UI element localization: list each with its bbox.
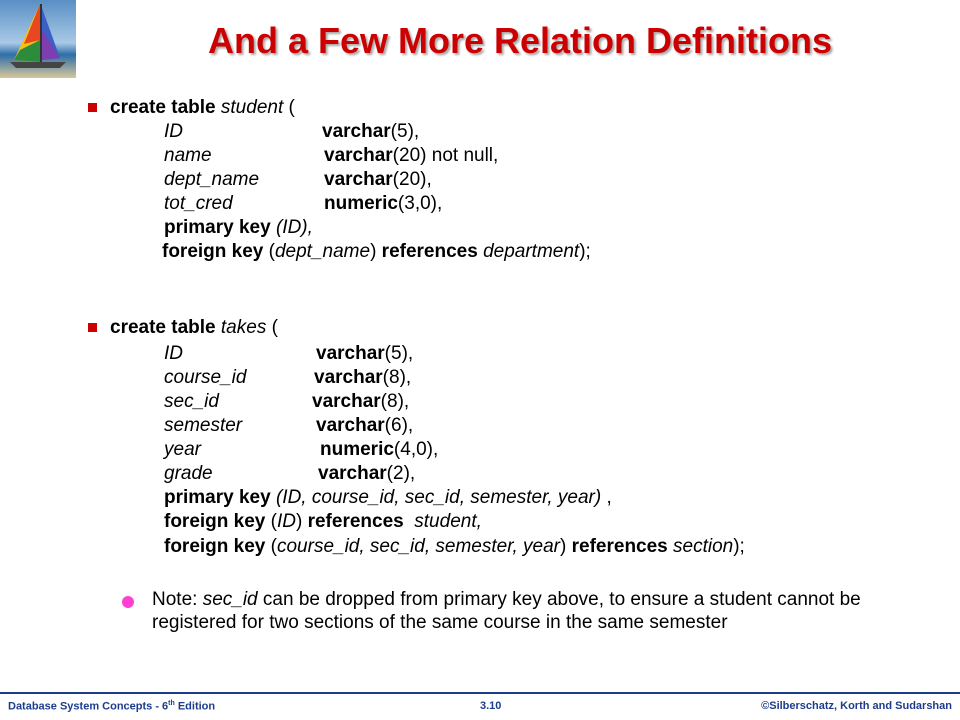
- primary-key-clause: primary key (ID, course_id, sec_id, semester, year) ,: [164, 487, 612, 508]
- column-type: varchar(8),: [314, 367, 412, 388]
- footer-page-number: 3.10: [480, 700, 502, 712]
- note-text: Note: sec_id can be dropped from primary key above, to ensure a student cannot be registered for two sections of the same course in the same semester: [152, 589, 861, 633]
- primary-key-clause: primary key (ID),: [164, 217, 313, 238]
- column-name: name: [164, 145, 212, 166]
- footer-book-title: Database System Concepts - 6th Edition: [8, 700, 216, 713]
- foreign-key-clause: foreign key (ID) references student,: [164, 511, 482, 532]
- column-type: varchar(20),: [324, 169, 432, 190]
- footer-copyright: ©Silberschatz, Korth and Sudarshan: [761, 700, 952, 712]
- column-name: semester: [164, 415, 243, 436]
- column-name: tot_cred: [164, 193, 233, 214]
- column-type: numeric(3,0),: [324, 193, 443, 214]
- footer-divider: [0, 692, 960, 694]
- column-type: numeric(4,0),: [320, 439, 439, 460]
- column-name: ID: [164, 121, 183, 142]
- takes-header: create table takes (: [110, 317, 278, 338]
- column-name: course_id: [164, 367, 247, 388]
- foreign-key-clause: foreign key (dept_name) references department);: [162, 241, 591, 262]
- column-name: dept_name: [164, 169, 260, 190]
- slide-title: And a Few More Relation Definitions: [207, 20, 833, 61]
- column-name: ID: [164, 343, 183, 364]
- column-type: varchar(5),: [322, 121, 420, 142]
- column-type: varchar(20) not null,: [324, 145, 499, 166]
- sub-bullet-icon: [122, 596, 134, 608]
- column-type: varchar(5),: [316, 343, 414, 364]
- column-type: varchar(8),: [312, 391, 410, 412]
- student-header: create table student (: [110, 97, 295, 118]
- column-name: sec_id: [164, 391, 219, 412]
- column-name: grade: [164, 463, 213, 484]
- column-type: varchar(6),: [316, 415, 414, 436]
- foreign-key-clause: foreign key (course_id, sec_id, semester, year) references section);: [164, 536, 745, 557]
- column-name: year: [164, 439, 201, 460]
- column-type: varchar(2),: [318, 463, 416, 484]
